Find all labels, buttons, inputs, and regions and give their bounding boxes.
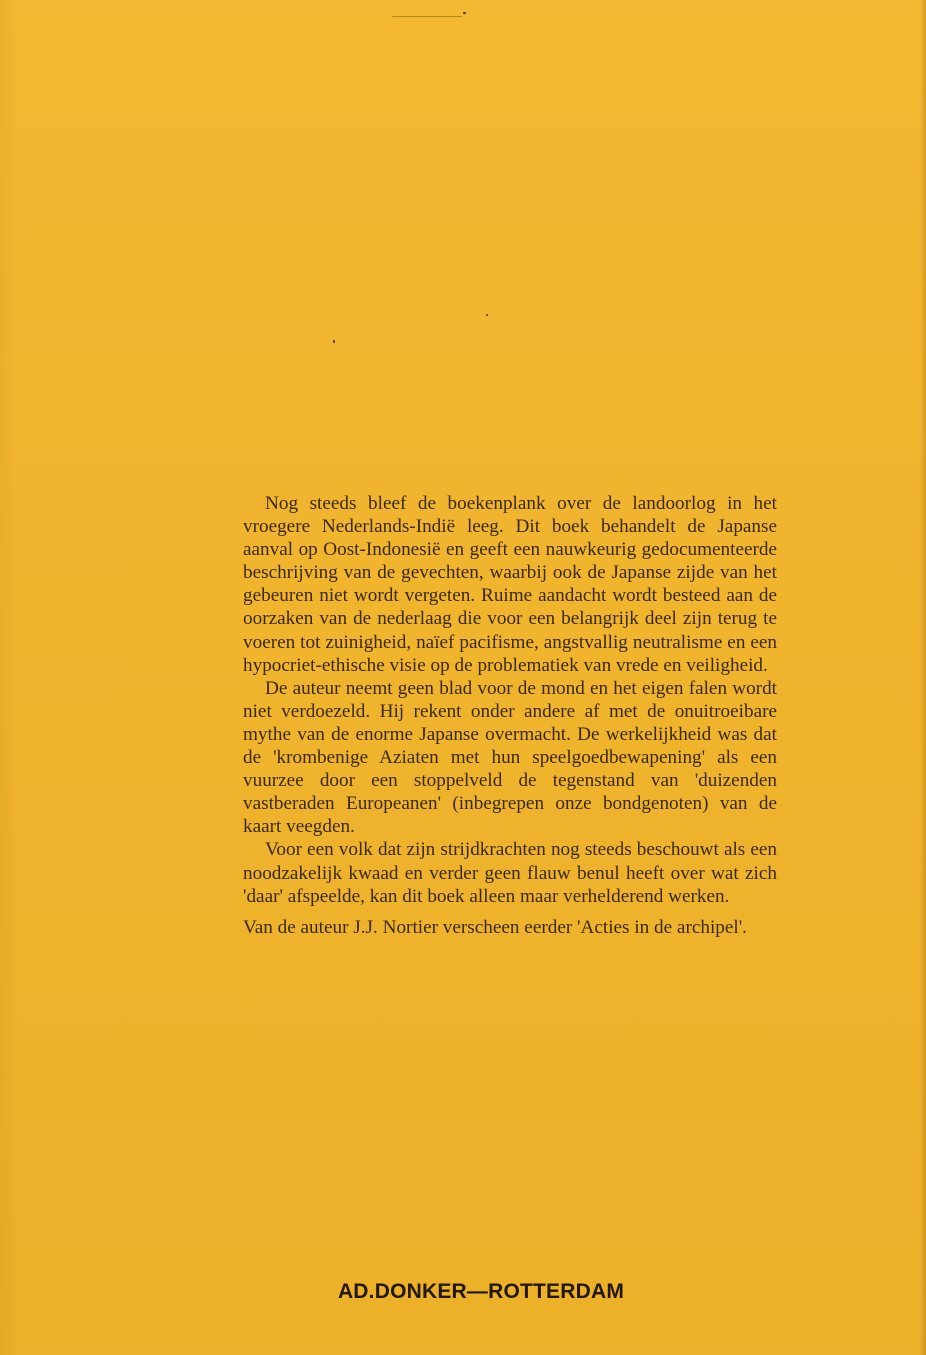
publisher-imprint: AD.DONKER—ROTTERDAM [337, 1280, 625, 1303]
print-speck [333, 340, 335, 343]
cover-edge-shadow [920, 0, 926, 1355]
print-speck [392, 16, 462, 17]
blurb-text [243, 492, 777, 939]
blurb-paragraph: Nog steeds bleef de boekenplank over de landoorlog in het vroegere Nederlands-Indië leeg. Dit boek behandelt de Japanse aanval op Oost-Indonesië en geeft een nauwkeurig gedocumenteerde beschrijving van de gevechten, waarbij ook de Japanse zijde van het gebeuren niet wordt vergeten. Ruime aandacht wordt besteed aan de oorzaken van de nederlaag die voor een belangrijk deel zijn terug te voeren tot zuinigheid, naïef pacifisme, angstvallig neutralisme en een hypocriet-ethische visie op de problematiek van vrede en veiligheid. [243, 493, 777, 676]
print-speck [486, 314, 488, 316]
author-note: Van de auteur J.J. Nortier verscheen eerder 'Acties in de archipel'. [243, 916, 747, 938]
print-speck [463, 12, 466, 14]
blurb-paragraph: De auteur neemt geen blad voor de mond en het eigen falen wordt niet verdoezeld. Hij rekent onder andere af met de onuitroeibare mythe van de enorme Japanse overmacht. De werkelijkheid was dat de 'krombenige Aziaten met hun speelgoedbewapening' als een vuurzee door een stoppelveld de tegenstand van 'duizenden vastberaden Europeanen' (inbegrepen onze bondgenoten) van de kaart veegden. [243, 677, 777, 838]
blurb-paragraph: Voor een volk dat zijn strijdkrachten nog steeds beschouwt als een noodzakelijk kwaad en verder geen flauw benul heeft over wat zich 'daar' afspeelde, kan dit boek alleen maar verhelderend werken. [243, 839, 777, 907]
